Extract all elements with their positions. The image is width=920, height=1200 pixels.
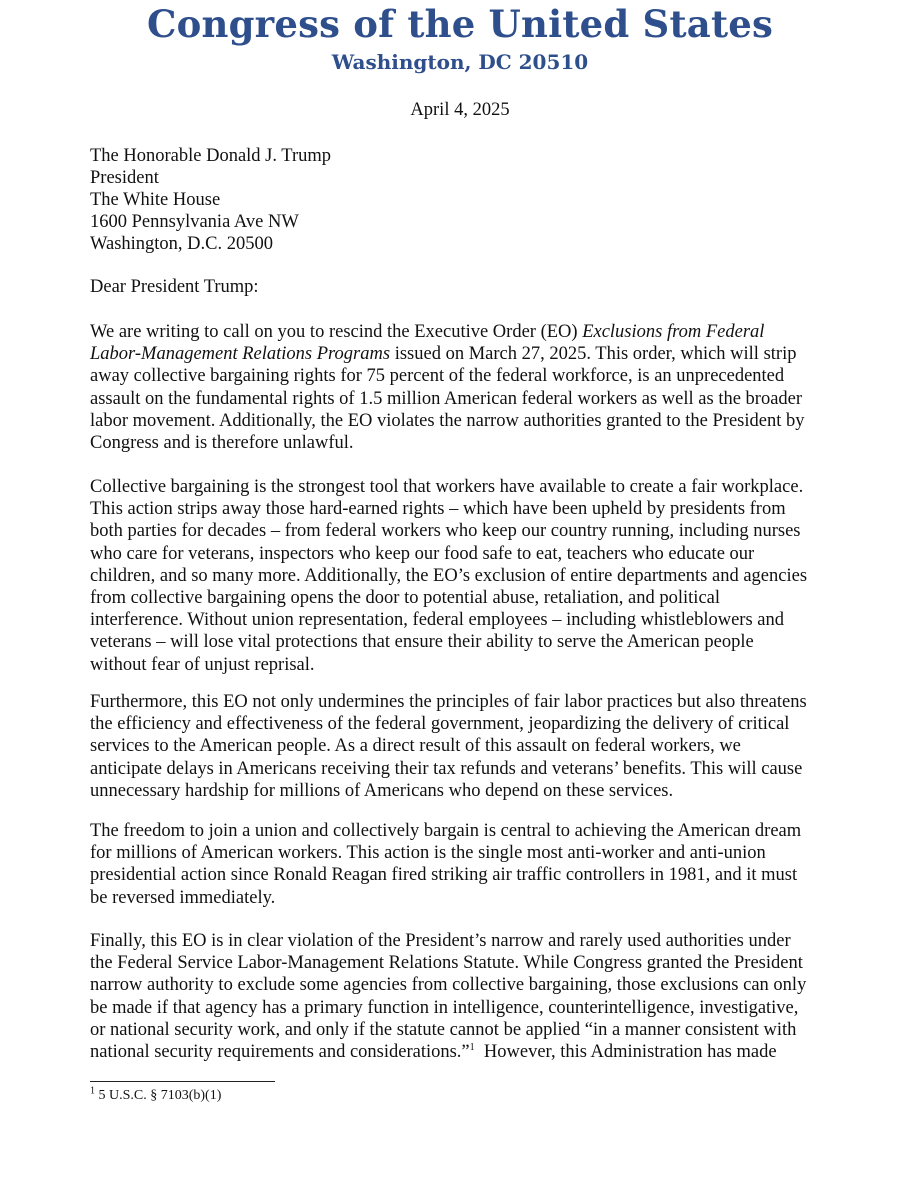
footnote-reference[interactable]: 1 [469,1041,475,1053]
recipient-line: 1600 Pennsylvania Ave NW [90,212,299,232]
recipient-line: The Honorable Donald J. Trump [90,146,331,166]
paragraph-line: anticipate delays in Americans receiving their tax refunds and veterans’ benefits. This will cause [90,758,803,779]
footnote-text: 5 U.S.C. § 7103(b)(1) [95,1088,222,1103]
paragraph-line: both parties for decades – from federal workers who keep our country running, including nurses [90,521,801,542]
paragraph-line: Finally, this EO is in clear violation of the President’s narrow and rarely used authorities under [90,931,791,951]
paragraph-line: the Federal Service Labor-Management Relations Statute. While Congress granted the President [90,953,803,974]
eo-title-italic: Exclusions from Federal [582,322,765,342]
body-paragraph-2 [90,476,835,676]
paragraph-line: unnecessary hardship for millions of Americans who depend on these services. [90,780,674,801]
paragraph-line [90,344,796,364]
paragraph-line: be reversed immediately. [90,887,276,908]
letterhead-title: Congress of the United States [146,2,774,46]
paragraph-line: for millions of American workers. This action is the single most anti-worker and anti-union [90,843,766,864]
paragraph-line: presidential action since Ronald Reagan fired striking air traffic controllers in 1981, and it must [90,865,798,886]
paragraph-line: or national security work, and only if the statute cannot be applied “in a manner consistent with [90,1019,797,1040]
paragraph-line: from collective bargaining opens the door to potential abuse, retaliation, and political [90,588,721,609]
paragraph-line [90,1042,777,1062]
paragraph-line: Congress and is therefore unlawful. [90,433,354,454]
paragraph-line: Furthermore, this EO not only undermines the principles of fair labor practices but also threatens [90,692,807,712]
line-text: national security requirements and considerations.” [90,1042,470,1063]
paragraph-line: narrow authority to exclude some agencies from collective bargaining, those exclusions can only [90,975,807,996]
recipient-address [90,145,850,255]
recipient-line: President [90,168,159,188]
paragraph-line: without fear of unjust reprisal. [90,654,315,675]
paragraph-line: who care for veterans, inspectors who keep our food safe to eat, teachers who educate our [90,543,755,564]
paragraph-line [90,322,764,342]
paragraph-line: children, and so many more. Additionally, the EO’s exclusion of entire departments and agencies [90,565,808,586]
recipient-line: Washington, D.C. 20500 [90,234,273,254]
footnote [90,1085,222,1104]
paragraph-line: Collective bargaining is the strongest tool that workers have available to create a fair workplace. [90,477,804,497]
body-paragraph-3 [90,691,835,802]
line-text: We are writing to call on you to rescind the Executive Order (EO) [90,322,583,342]
recipient-line: The White House [90,190,221,210]
paragraph-line: away collective bargaining rights for 75 percent of the federal workforce, is an unprecedented [90,366,785,387]
letterhead-subtitle: Washington, DC 20510 [331,50,589,74]
paragraph-line: assault on the fundamental rights of 1.5 million American federal workers as well as the broader [90,388,803,409]
body-paragraph-1 [90,321,835,454]
paragraph-line: This action strips away those hard-earned rights – which have been upheld by presidents from [90,499,786,520]
line-text: However, this Administration has made [474,1042,777,1063]
footnote-marker: 1 [90,1085,95,1097]
paragraph-line: be made if that agency has a primary function in intelligence, counterintelligence, investigative, [90,997,799,1018]
footnote-divider [90,1081,275,1082]
letter-date: April 4, 2025 [410,100,510,120]
eo-title-italic: Labor-Management Relations Programs [90,344,391,365]
paragraph-line: veterans – will lose vital protections that ensure their ability to serve the American people [90,632,754,653]
paragraph-line: labor movement. Additionally, the EO violates the narrow authorities granted to the President by [90,410,805,431]
line-text: issued on March 27, 2025. This order, which will strip [390,344,797,365]
body-paragraph-5 [90,930,835,1063]
paragraph-line: The freedom to join a union and collectively bargain is central to achieving the American dream [90,821,802,841]
paragraph-line: interference. Without union representation, federal employees – including whistleblowers and [90,610,784,631]
paragraph-line: the efficiency and effectiveness of the federal government, jeopardizing the delivery of critical [90,714,790,735]
body-paragraph-4 [90,820,835,909]
paragraph-line: services to the American people. As a direct result of this assault on federal workers, we [90,736,741,757]
salutation: Dear President Trump: [90,277,259,297]
